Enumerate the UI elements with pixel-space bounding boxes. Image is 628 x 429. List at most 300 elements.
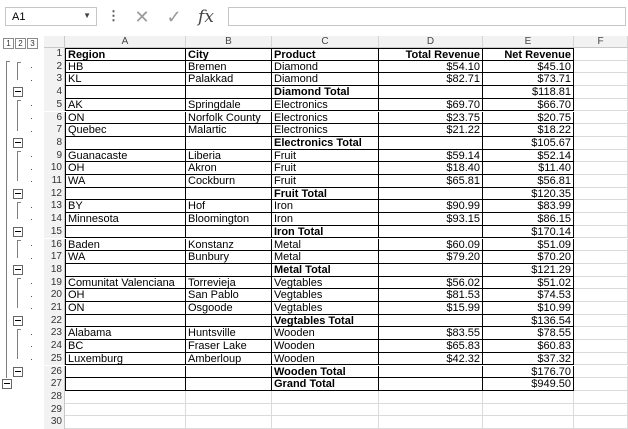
column-header-f[interactable]: F [574, 36, 628, 48]
cell-b[interactable]: Konstanz [186, 239, 272, 252]
cell-f[interactable] [574, 188, 628, 201]
cell-a[interactable]: Luxemburg [65, 353, 186, 366]
cell-f[interactable] [574, 378, 628, 391]
cell-c[interactable] [272, 404, 379, 417]
outline-row-dot [31, 308, 32, 309]
cell-a[interactable]: KL [65, 73, 186, 86]
formula-buttons [126, 5, 224, 29]
cell-e[interactable]: $121.29 [483, 264, 574, 277]
cell-a[interactable]: WA [65, 251, 186, 264]
column-header-c[interactable]: C [272, 36, 379, 48]
cell-f[interactable] [574, 112, 628, 125]
cell-a[interactable]: Comunitat Valenciana [65, 277, 186, 290]
cell-c[interactable]: Fruit [272, 162, 379, 175]
cell-a[interactable] [65, 416, 186, 429]
cell-c[interactable]: Iron [272, 213, 379, 226]
cell-f[interactable] [574, 61, 628, 74]
cell-b[interactable] [186, 315, 272, 328]
row-header[interactable]: 21 [44, 302, 65, 315]
cell-b[interactable]: Palakkad [186, 73, 272, 86]
cell-d[interactable] [379, 315, 483, 328]
outline-row-dot [31, 169, 32, 170]
row-header[interactable]: 13 [44, 200, 65, 213]
cell-e[interactable]: $52.14 [483, 150, 574, 163]
cell-a[interactable]: HB [65, 61, 186, 74]
cell-b[interactable]: Osgoode [186, 302, 272, 315]
cell-f[interactable] [574, 213, 628, 226]
row-header[interactable]: 10 [44, 162, 65, 175]
cell-c[interactable]: Vegtables [272, 302, 379, 315]
table-row [65, 137, 628, 150]
cell-e[interactable]: $78.55 [483, 327, 574, 340]
cell-a[interactable]: BY [65, 200, 186, 213]
cell-d[interactable] [379, 416, 483, 429]
cell-f[interactable] [574, 48, 628, 61]
cell-d[interactable] [379, 264, 483, 277]
column-header-a[interactable]: A [65, 36, 186, 48]
table-row [65, 315, 628, 328]
cell-d[interactable] [379, 137, 483, 150]
cell-f[interactable] [574, 73, 628, 86]
cell-d[interactable]: $83.55 [379, 327, 483, 340]
cell-e[interactable] [483, 404, 574, 417]
row-header[interactable]: 2 [44, 61, 65, 74]
cell-f[interactable] [574, 124, 628, 137]
cell-f[interactable] [574, 404, 628, 417]
cell-f[interactable] [574, 289, 628, 302]
cell-b[interactable]: Huntsville [186, 327, 272, 340]
cell-e[interactable]: $11.40 [483, 162, 574, 175]
cell-d[interactable]: $69.70 [379, 99, 483, 112]
collapse-group-button[interactable] [13, 138, 23, 148]
outline-bracket [17, 240, 18, 258]
cell-e[interactable]: $18.22 [483, 124, 574, 137]
outline-bracket-tick [17, 100, 21, 101]
outline-bracket-tick [17, 278, 21, 279]
row-header[interactable]: 15 [44, 226, 65, 239]
collapse-group-button[interactable] [2, 379, 12, 389]
cell-a[interactable] [65, 404, 186, 417]
cell-b[interactable]: Fraser Lake [186, 340, 272, 353]
cell-c[interactable]: Metal Total [272, 264, 379, 277]
column-header-b[interactable]: B [186, 36, 272, 48]
cell-c[interactable]: Fruit Total [272, 188, 379, 201]
cell-a[interactable]: WA [65, 175, 186, 188]
row-header[interactable]: 24 [44, 340, 65, 353]
cell-e[interactable]: $20.75 [483, 112, 574, 125]
cell-d[interactable]: $59.14 [379, 150, 483, 163]
table-row [65, 226, 628, 239]
cell-e[interactable]: $51.02 [483, 277, 574, 290]
cell-d[interactable] [379, 366, 483, 379]
row-header[interactable]: 5 [44, 99, 65, 112]
cell-e[interactable]: $136.54 [483, 315, 574, 328]
cell-b[interactable]: Bloomington [186, 213, 272, 226]
cell-f[interactable] [574, 86, 628, 99]
row-header[interactable]: 12 [44, 188, 65, 201]
cell-f[interactable] [574, 340, 628, 353]
cell-e[interactable]: $86.15 [483, 213, 574, 226]
outline-bracket [17, 278, 18, 308]
cell-e[interactable]: $45.10 [483, 61, 574, 74]
cell-b[interactable]: San Pablo [186, 289, 272, 302]
table-row [65, 61, 628, 74]
cell-d[interactable]: $82.71 [379, 73, 483, 86]
cell-f[interactable] [574, 366, 628, 379]
outline-row-dot [31, 334, 32, 335]
name-box-value: A1 [12, 11, 26, 23]
cell-b[interactable]: Akron [186, 162, 272, 175]
cell-f[interactable] [574, 264, 628, 277]
cell-c[interactable] [272, 416, 379, 429]
row-header[interactable]: 9 [44, 150, 65, 163]
cell-c[interactable]: Iron Total [272, 226, 379, 239]
cell-b[interactable]: Bremen [186, 61, 272, 74]
row-header[interactable]: 26 [44, 366, 65, 379]
cell-f[interactable] [574, 416, 628, 429]
cell-c[interactable]: Wooden Total [272, 366, 379, 379]
cell-f[interactable] [574, 353, 628, 366]
cell-e[interactable]: $949.50 [483, 378, 574, 391]
cell-d[interactable]: $18.40 [379, 162, 483, 175]
table-row [65, 188, 628, 201]
enter-icon[interactable]: ✓ [166, 7, 182, 27]
cell-c[interactable]: Electronics Total [272, 137, 379, 150]
cell-c[interactable]: Iron [272, 200, 379, 213]
cell-d[interactable] [379, 226, 483, 239]
table-row [65, 391, 628, 404]
cell-a[interactable] [65, 188, 186, 201]
outline-level-1-button[interactable]: 1 [3, 38, 14, 49]
table-row [65, 289, 628, 302]
cell-e[interactable]: $37.32 [483, 353, 574, 366]
table-row [65, 150, 628, 163]
table-row [65, 378, 628, 391]
table-row [65, 239, 628, 252]
cell-e[interactable]: $105.67 [483, 137, 574, 150]
table-row [65, 213, 628, 226]
row-header[interactable]: 18 [44, 264, 65, 277]
table-row [65, 353, 628, 366]
outline-row-dot [31, 156, 32, 157]
cell-d[interactable] [379, 391, 483, 404]
cell-b[interactable]: Springdale [186, 99, 272, 112]
cell-e[interactable] [483, 416, 574, 429]
cell-e[interactable]: $176.70 [483, 366, 574, 379]
table-row [65, 162, 628, 175]
cell-b[interactable] [186, 404, 272, 417]
cell-a[interactable] [65, 264, 186, 277]
cell-e[interactable]: $73.71 [483, 73, 574, 86]
chevron-down-icon[interactable]: ▼ [83, 11, 91, 20]
outline-bracket-level1 [6, 61, 7, 379]
cell-d[interactable]: $65.83 [379, 340, 483, 353]
collapse-group-button[interactable] [13, 189, 23, 199]
outline-row-dot [31, 80, 32, 81]
cell-f[interactable] [574, 277, 628, 290]
outline-row-dot [31, 245, 32, 246]
outline-panel [0, 36, 44, 426]
outline-row-dot [31, 131, 32, 132]
cell-f[interactable] [574, 226, 628, 239]
collapse-group-button[interactable] [13, 227, 23, 237]
collapse-group-button[interactable] [13, 316, 23, 326]
cell-a[interactable]: Region [65, 48, 186, 61]
table-row [65, 86, 628, 99]
cell-b[interactable] [186, 226, 272, 239]
cell-c[interactable]: Wooden [272, 327, 379, 340]
cell-f[interactable] [574, 162, 628, 175]
cell-d[interactable]: $23.75 [379, 112, 483, 125]
outline-row-dot [31, 219, 32, 220]
cell-c[interactable]: Wooden [272, 353, 379, 366]
cell-c[interactable] [272, 391, 379, 404]
outline-row-dot [31, 118, 32, 119]
cell-d[interactable] [379, 378, 483, 391]
outline-bracket [17, 100, 18, 130]
cell-d[interactable]: $60.09 [379, 239, 483, 252]
cell-c[interactable]: Vegtables Total [272, 315, 379, 328]
cell-d[interactable]: $56.02 [379, 277, 483, 290]
row-header[interactable]: 27 [44, 378, 65, 391]
cell-e[interactable]: $83.99 [483, 200, 574, 213]
cell-f[interactable] [574, 251, 628, 264]
cell-a[interactable] [65, 391, 186, 404]
row-header[interactable]: 6 [44, 112, 65, 125]
outline-bracket [17, 329, 18, 359]
outline-bracket-tick [17, 202, 21, 203]
column-header-d[interactable]: D [379, 36, 483, 48]
outline-level-3-button[interactable]: 3 [27, 38, 38, 49]
cell-f[interactable] [574, 239, 628, 252]
row-header[interactable]: 29 [44, 404, 65, 417]
cell-b[interactable] [186, 137, 272, 150]
cell-d[interactable]: $65.81 [379, 175, 483, 188]
cell-d[interactable]: $21.22 [379, 124, 483, 137]
row-header[interactable]: 16 [44, 239, 65, 252]
cell-b[interactable]: Torrevieja [186, 277, 272, 290]
cell-b[interactable]: Bunbury [186, 251, 272, 264]
cell-a[interactable] [65, 226, 186, 239]
cell-c[interactable]: Metal [272, 239, 379, 252]
cell-c[interactable]: Diamond [272, 73, 379, 86]
cell-b[interactable] [186, 391, 272, 404]
cell-c[interactable]: Wooden [272, 340, 379, 353]
row-header[interactable]: 4 [44, 86, 65, 99]
cell-f[interactable] [574, 200, 628, 213]
cell-a[interactable]: ON [65, 112, 186, 125]
table-row [65, 112, 628, 125]
table-row [65, 264, 628, 277]
cell-b[interactable]: Amberloup [186, 353, 272, 366]
outline-row-dot [31, 105, 32, 106]
row-header[interactable]: 19 [44, 277, 65, 290]
cell-f[interactable] [574, 175, 628, 188]
collapse-group-button[interactable] [13, 87, 23, 97]
cell-c[interactable]: Electronics [272, 99, 379, 112]
outline-row-dot [31, 359, 32, 360]
cell-e[interactable]: $120.35 [483, 188, 574, 201]
cell-d[interactable]: Total Revenue [379, 48, 483, 61]
cell-a[interactable]: Minnesota [65, 213, 186, 226]
cell-d[interactable] [379, 404, 483, 417]
cell-a[interactable]: Guanacaste [65, 150, 186, 163]
cell-c[interactable]: Vegtables [272, 277, 379, 290]
outline-row-dot [31, 346, 32, 347]
table-row [65, 327, 628, 340]
table-row [65, 73, 628, 86]
table-row [65, 366, 628, 379]
row-header[interactable]: 25 [44, 353, 65, 366]
table-row [65, 200, 628, 213]
outline-bracket-tick [6, 61, 10, 62]
cell-f[interactable] [574, 391, 628, 404]
cell-a[interactable] [65, 315, 186, 328]
cell-c[interactable]: Electronics [272, 112, 379, 125]
cell-d[interactable]: $15.99 [379, 302, 483, 315]
cell-f[interactable] [574, 327, 628, 340]
outline-bracket-tick [17, 240, 21, 241]
table-row [65, 302, 628, 315]
table-row [65, 175, 628, 188]
cell-f[interactable] [574, 315, 628, 328]
row-header[interactable]: 11 [44, 175, 65, 188]
cell-a[interactable]: Quebec [65, 124, 186, 137]
collapse-group-button[interactable] [13, 265, 23, 275]
cell-b[interactable]: Malartic [186, 124, 272, 137]
table-row [65, 251, 628, 264]
cell-e[interactable]: $70.20 [483, 251, 574, 264]
cell-e[interactable]: $56.81 [483, 175, 574, 188]
table-row [65, 277, 628, 290]
column-header-e[interactable]: E [483, 36, 574, 48]
row-header[interactable]: 8 [44, 137, 65, 150]
outline-bracket [17, 202, 18, 220]
row-header[interactable]: 20 [44, 289, 65, 302]
cell-b[interactable] [186, 264, 272, 277]
cell-e[interactable]: $170.14 [483, 226, 574, 239]
cell-b[interactable]: Norfolk County [186, 112, 272, 125]
cell-d[interactable]: $54.10 [379, 61, 483, 74]
cell-b[interactable] [186, 188, 272, 201]
cell-d[interactable] [379, 86, 483, 99]
cell-a[interactable]: OH [65, 162, 186, 175]
outline-bracket-tick [17, 151, 21, 152]
cell-c[interactable]: Electronics [272, 124, 379, 137]
outline-bracket-tick [17, 62, 21, 63]
cell-e[interactable]: $10.99 [483, 302, 574, 315]
cell-b[interactable] [186, 86, 272, 99]
cell-c[interactable]: Fruit [272, 150, 379, 163]
outline-row-dot [31, 296, 32, 297]
table-row [65, 124, 628, 137]
cell-c[interactable]: Grand Total [272, 378, 379, 391]
cell-b[interactable]: Cockburn [186, 175, 272, 188]
cell-a[interactable]: AK [65, 99, 186, 112]
row-header[interactable]: 1 [44, 48, 65, 61]
cell-f[interactable] [574, 150, 628, 163]
cell-b[interactable] [186, 416, 272, 429]
cell-a[interactable] [65, 378, 186, 391]
cell-a[interactable] [65, 366, 186, 379]
cell-c[interactable]: Vegtables [272, 289, 379, 302]
cell-d[interactable] [379, 188, 483, 201]
cell-d[interactable]: $93.15 [379, 213, 483, 226]
name-box[interactable] [5, 7, 97, 26]
outline-row-dot [31, 67, 32, 68]
cell-d[interactable]: $81.53 [379, 289, 483, 302]
cell-f[interactable] [574, 99, 628, 112]
cell-f[interactable] [574, 137, 628, 150]
cell-d[interactable]: $79.20 [379, 251, 483, 264]
cell-c[interactable]: Metal [272, 251, 379, 264]
table-row [65, 416, 628, 429]
table-header-row [65, 48, 628, 61]
row-header[interactable]: 14 [44, 213, 65, 226]
row-header[interactable]: 17 [44, 251, 65, 264]
cell-a[interactable] [65, 86, 186, 99]
cell-e[interactable]: $118.81 [483, 86, 574, 99]
insert-function-icon[interactable]: fx [198, 7, 214, 27]
cell-b[interactable]: Hof [186, 200, 272, 213]
cell-d[interactable]: $90.99 [379, 200, 483, 213]
cell-e[interactable]: $74.53 [483, 289, 574, 302]
cell-c[interactable]: Diamond Total [272, 86, 379, 99]
cell-b[interactable]: City [186, 48, 272, 61]
cell-a[interactable] [65, 137, 186, 150]
cell-a[interactable]: Alabama [65, 327, 186, 340]
cell-a[interactable]: OH [65, 289, 186, 302]
table-row [65, 99, 628, 112]
outline-level-2-button[interactable]: 2 [15, 38, 26, 49]
cell-e[interactable]: Net Revenue [483, 48, 574, 61]
cell-f[interactable] [574, 302, 628, 315]
formula-input[interactable] [228, 7, 626, 26]
outline-bracket-tick [17, 329, 21, 330]
cell-e[interactable]: $60.83 [483, 340, 574, 353]
outline-row-dot [31, 258, 32, 259]
outline-row-dot [31, 207, 32, 208]
collapse-group-button[interactable] [13, 367, 23, 377]
vertical-dots-icon[interactable]: ⋮ [107, 8, 120, 23]
cell-e[interactable] [483, 391, 574, 404]
row-header[interactable]: 3 [44, 73, 65, 86]
cell-d[interactable]: $42.32 [379, 353, 483, 366]
cell-a[interactable]: Baden [65, 239, 186, 252]
row-header[interactable]: 7 [44, 124, 65, 137]
cell-c[interactable]: Product [272, 48, 379, 61]
cell-b[interactable]: Liberia [186, 150, 272, 163]
row-header[interactable]: 28 [44, 391, 65, 404]
row-header[interactable]: 30 [44, 416, 65, 429]
select-all-corner[interactable] [44, 36, 65, 48]
cell-a[interactable]: ON [65, 302, 186, 315]
cell-b[interactable] [186, 366, 272, 379]
cell-c[interactable]: Fruit [272, 175, 379, 188]
cell-b[interactable] [186, 378, 272, 391]
table-row [65, 404, 628, 417]
outline-bracket [17, 151, 18, 181]
outline-bracket [17, 62, 18, 80]
cancel-icon[interactable]: ✕ [134, 7, 150, 27]
row-header[interactable]: 22 [44, 315, 65, 328]
cell-a[interactable]: BC [65, 340, 186, 353]
table-row [65, 340, 628, 353]
cell-c[interactable]: Diamond [272, 61, 379, 74]
row-header[interactable]: 23 [44, 327, 65, 340]
cell-e[interactable]: $51.09 [483, 239, 574, 252]
cell-e[interactable]: $66.70 [483, 99, 574, 112]
